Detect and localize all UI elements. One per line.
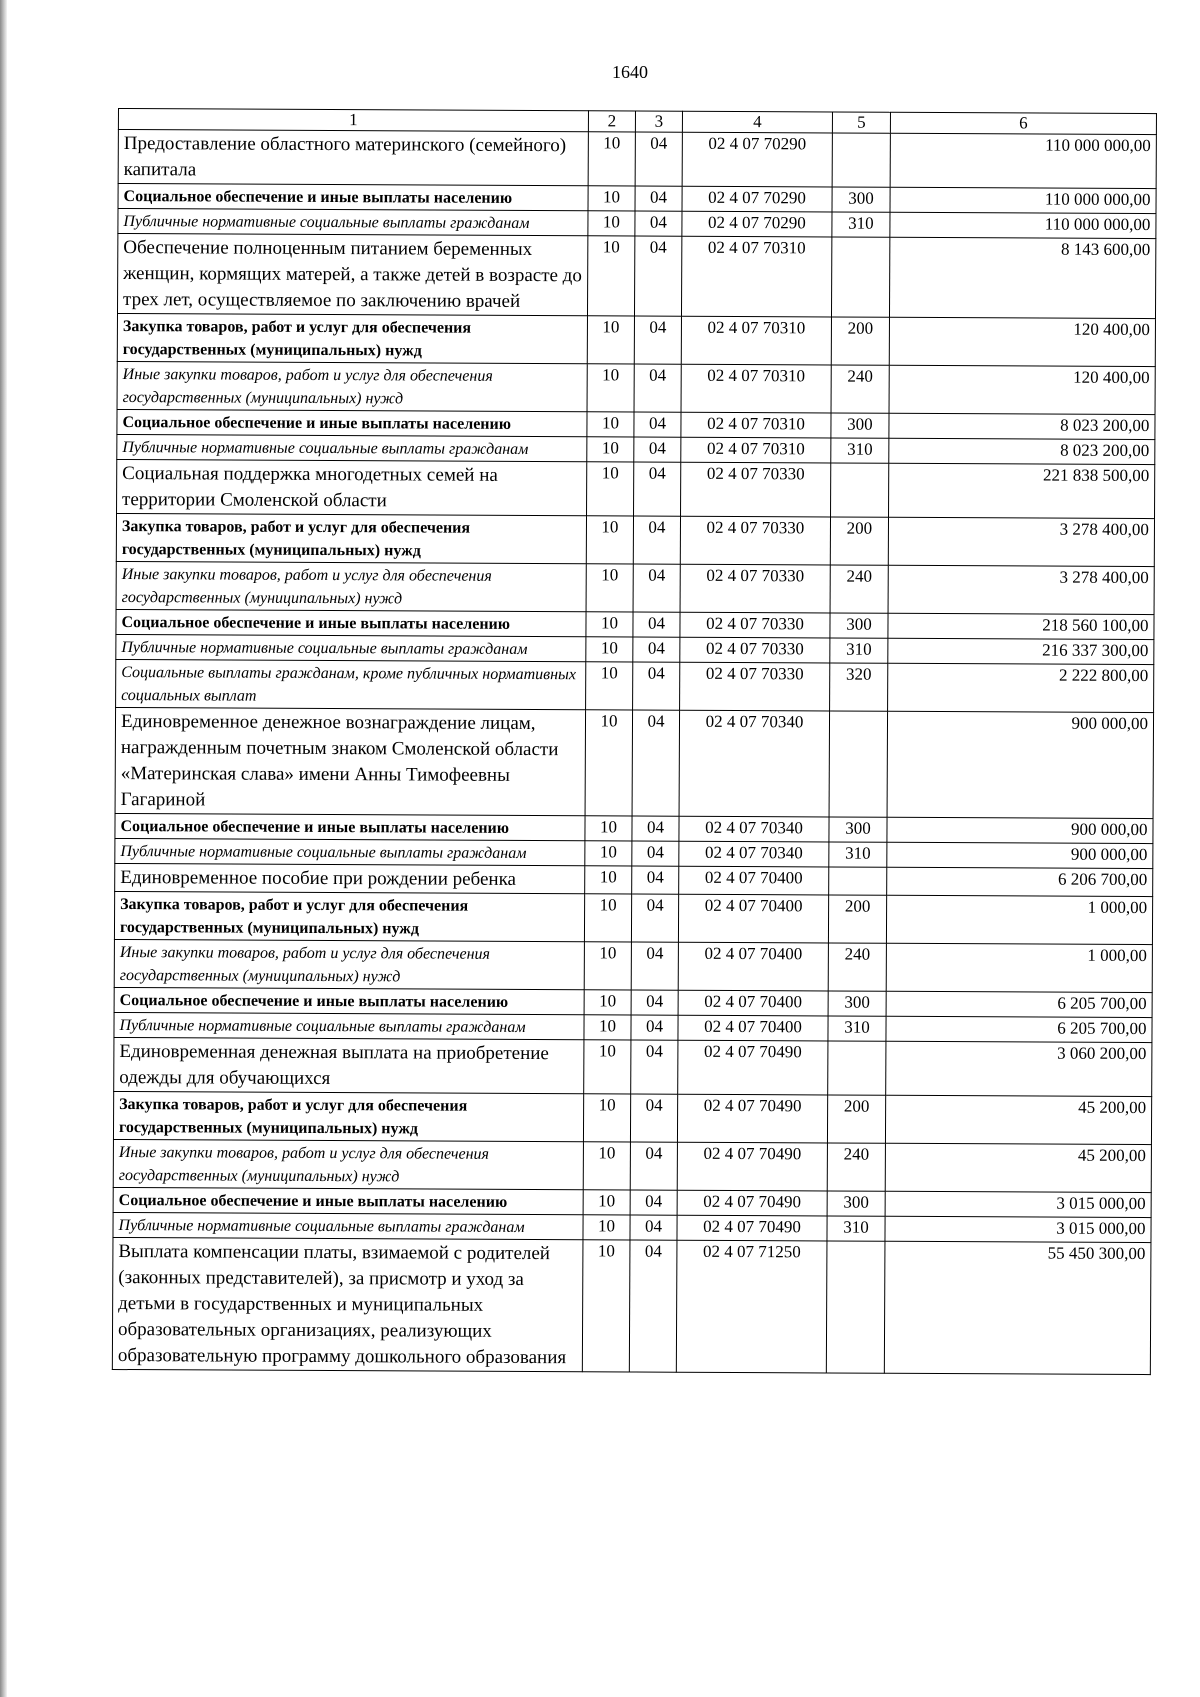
target-article-cell: 02 4 07 70330 [680,564,830,613]
expense-type-cell: 200 [830,517,888,565]
table-row [114,939,1152,992]
row-name-cell: Закупка товаров, работ и услуг для обеспечения государственных (муниципальных) нужд [113,1091,583,1141]
target-article-cell: 02 4 07 70310 [681,437,831,463]
amount-cell: 6 205 700,00 [886,1016,1152,1042]
column-header: 1 [118,109,588,132]
section-cell: 10 [587,462,634,516]
row-name-cell: Предоставление областного материнского (семейного) капитала [118,130,588,186]
section-cell: 10 [587,364,634,412]
section-cell: 10 [587,437,634,462]
target-article-cell: 02 4 07 70400 [678,942,828,991]
subsection-cell: 04 [634,316,681,364]
table-row [116,561,1154,614]
section-cell: 10 [585,710,633,816]
subsection-cell: 04 [632,710,680,816]
table-body [112,109,1156,1375]
section-cell: 10 [586,662,633,710]
section-cell: 10 [585,841,632,866]
section-cell: 10 [588,186,635,211]
section-cell: 10 [583,1215,630,1240]
subsection-cell: 04 [631,990,678,1015]
subsection-cell: 04 [635,211,682,236]
section-cell: 10 [583,1094,630,1142]
amount-cell: 218 560 100,00 [888,613,1154,639]
amount-cell: 3 060 200,00 [886,1041,1152,1096]
subsection-cell: 04 [631,942,678,990]
amount-cell: 6 205 700,00 [886,991,1152,1017]
expense-type-cell [832,133,890,187]
table-row [112,1237,1151,1374]
subsection-cell: 04 [634,412,681,437]
table-row [114,1037,1152,1096]
section-cell: 10 [586,564,633,612]
amount-cell: 55 450 300,00 [884,1241,1151,1374]
subsection-cell: 04 [633,564,680,612]
subsection-cell: 04 [633,637,680,662]
budget-table [112,108,1157,1375]
subsection-cell: 04 [630,1190,677,1215]
row-name-cell: Иные закупки товаров, работ и услуг для обеспечения государственных (муниципальных) нужд [116,561,586,611]
amount-cell: 110 000 000,00 [890,187,1156,213]
subsection-cell: 04 [631,894,678,942]
expense-type-cell: 300 [827,1191,885,1216]
row-name-cell: Социальные выплаты гражданам, кроме публичных нормативных социальных выплат [116,659,586,709]
row-name-cell: Выплата компенсации платы, взимаемой с родителей (законных представителей), за присмотр и уход за детьми в государственных и муниципальных образовательных организациях, реализующих образовательную программу дошкольного образования [112,1237,583,1371]
target-article-cell: 02 4 07 70310 [681,236,831,317]
expense-type-cell: 240 [827,1143,885,1191]
amount-cell: 900 000,00 [887,842,1153,868]
section-cell: 10 [583,1142,630,1190]
row-name-cell: Социальное обеспечение и иные выплаты населению [117,409,587,436]
amount-cell: 3 015 000,00 [885,1191,1151,1217]
expense-type-cell: 200 [828,895,886,943]
expense-type-cell: 300 [832,187,890,212]
section-cell: 10 [584,894,631,942]
section-cell: 10 [582,1240,630,1372]
amount-cell: 45 200,00 [885,1143,1151,1192]
expense-type-cell: 320 [830,663,888,711]
row-name-cell: Социальная поддержка многодетных семей на территории Смоленской области [117,459,587,515]
subsection-cell: 04 [633,612,680,637]
row-name-cell: Социальное обеспечение и иные выплаты населению [113,1187,583,1214]
target-article-cell: 02 4 07 70490 [677,1190,827,1216]
table-row [115,863,1153,896]
row-name-cell: Социальное обеспечение и иные выплаты населению [118,184,588,211]
expense-type-cell: 300 [828,991,886,1016]
target-article-cell: 02 4 07 70400 [678,1015,828,1041]
target-article-cell: 02 4 07 70290 [682,132,832,187]
target-article-cell: 02 4 07 70290 [682,211,832,237]
subsection-cell: 04 [633,662,680,710]
amount-cell: 120 400,00 [889,317,1155,366]
amount-cell: 8 143 600,00 [889,237,1155,318]
subsection-cell: 04 [630,1142,677,1190]
expense-type-cell: 300 [830,613,888,638]
target-article-cell: 02 4 07 70330 [680,612,830,638]
column-header: 5 [832,112,890,133]
target-article-cell: 02 4 07 70400 [678,990,828,1016]
scan-edge [0,0,7,1697]
amount-cell: 8 023 200,00 [889,438,1155,464]
table-row [113,1091,1151,1144]
row-name-cell: Публичные нормативные социальные выплаты гражданам [117,434,587,461]
target-article-cell: 02 4 07 70490 [678,1040,828,1095]
target-article-cell: 02 4 07 70340 [679,841,829,867]
table-row [117,361,1155,414]
table-row [116,659,1154,712]
section-cell: 10 [587,236,634,316]
subsection-cell: 04 [633,516,680,564]
target-article-cell: 02 4 07 70330 [680,516,830,565]
section-cell: 10 [587,316,634,364]
expense-type-cell [831,463,889,517]
expense-type-cell [829,711,888,817]
section-cell: 10 [585,866,632,894]
expense-type-cell: 310 [827,1216,885,1241]
row-name-cell: Публичные нормативные социальные выплаты гражданам [114,1012,584,1039]
subsection-cell: 04 [632,816,679,841]
section-cell: 10 [584,942,631,990]
target-article-cell: 02 4 07 70310 [681,316,831,365]
expense-type-cell: 310 [829,842,887,867]
expense-type-cell: 240 [828,943,886,991]
table-row [116,513,1154,566]
row-name-cell: Социальное обеспечение и иные выплаты населению [116,609,586,636]
subsection-cell: 04 [631,1015,678,1040]
row-name-cell: Единовременная денежная выплата на приобретение одежды для обучающихся [114,1037,584,1093]
row-name-cell: Закупка товаров, работ и услуг для обеспечения государственных (муниципальных) нужд [114,891,584,941]
subsection-cell: 04 [634,364,681,412]
expense-type-cell: 200 [831,317,889,365]
row-name-cell: Публичные нормативные социальные выплаты гражданам [115,838,585,865]
expense-type-cell: 240 [830,565,888,613]
row-name-cell: Закупка товаров, работ и услуг для обеспечения государственных (муниципальных) нужд [116,513,586,563]
amount-cell: 3 015 000,00 [885,1216,1151,1242]
amount-cell: 216 337 300,00 [888,638,1154,664]
table-row [118,130,1156,189]
page-number: 1640 [612,62,648,82]
amount-cell: 221 838 500,00 [889,463,1155,518]
expense-type-cell: 300 [829,817,887,842]
subsection-cell: 04 [634,437,681,462]
column-header: 2 [588,111,635,132]
table-row [115,707,1154,818]
subsection-cell: 04 [634,462,681,516]
row-name-cell: Социальное обеспечение и иные выплаты населению [114,987,584,1014]
amount-cell: 110 000 000,00 [890,133,1156,188]
row-name-cell: Иные закупки товаров, работ и услуг для обеспечения государственных (муниципальных) нужд [114,939,584,989]
expense-type-cell [831,237,889,317]
section-cell: 10 [584,990,631,1015]
expense-type-cell: 240 [831,365,889,413]
subsection-cell: 04 [629,1240,677,1372]
table-row [117,234,1155,319]
target-article-cell: 02 4 07 70400 [679,866,829,895]
subsection-cell: 04 [630,1094,677,1142]
subsection-cell: 04 [635,186,682,211]
section-cell: 10 [587,412,634,437]
amount-cell: 45 200,00 [885,1095,1151,1144]
amount-cell: 120 400,00 [889,365,1155,414]
amount-cell: 8 023 200,00 [889,413,1155,439]
expense-type-cell: 310 [832,212,890,237]
expense-type-cell [828,1041,886,1095]
amount-cell: 900 000,00 [887,817,1153,843]
section-cell: 10 [586,516,633,564]
section-cell: 10 [584,1040,631,1094]
row-name-cell: Публичные нормативные социальные выплаты гражданам [118,209,588,236]
column-header: 4 [682,111,832,133]
amount-cell: 1 000,00 [886,895,1152,944]
target-article-cell: 02 4 07 70490 [677,1094,827,1143]
subsection-cell: 04 [632,841,679,866]
target-article-cell: 02 4 07 70290 [682,186,832,212]
expense-type-cell [829,867,887,895]
target-article-cell: 02 4 07 70310 [681,364,831,413]
amount-cell: 900 000,00 [887,711,1154,818]
table-row [117,314,1155,367]
row-name-cell: Публичные нормативные социальные выплаты гражданам [116,634,586,661]
section-cell: 10 [584,1015,631,1040]
expense-type-cell: 310 [831,438,889,463]
target-article-cell: 02 4 07 70310 [681,412,831,438]
subsection-cell: 04 [635,132,682,186]
amount-cell: 2 222 800,00 [888,663,1154,712]
expense-type-cell: 310 [828,1016,886,1041]
target-article-cell: 02 4 07 70340 [679,816,829,842]
expense-type-cell: 200 [827,1095,885,1143]
expense-type-cell: 310 [830,638,888,663]
target-article-cell: 02 4 07 70330 [680,662,830,711]
target-article-cell: 02 4 07 71250 [676,1240,827,1373]
amount-cell: 3 278 400,00 [888,565,1154,614]
column-header: 6 [890,112,1156,134]
target-article-cell: 02 4 07 70490 [677,1142,827,1191]
row-name-cell: Иные закупки товаров, работ и услуг для обеспечения государственных (муниципальных) нужд [113,1139,583,1189]
table-row [117,459,1155,518]
row-name-cell: Обеспечение полноценным питанием беременных женщин, кормящих матерей, а также детей в возрасте до трех лет, осуществляемое по заключению врачей [117,234,587,316]
table-row [113,1139,1151,1192]
row-name-cell: Публичные нормативные социальные выплаты гражданам [113,1212,583,1239]
subsection-cell: 04 [630,1215,677,1240]
section-cell: 10 [588,211,635,236]
row-name-cell: Единовременное пособие при рождении ребенка [115,863,585,893]
section-cell: 10 [583,1190,630,1215]
section-cell: 10 [585,816,632,841]
amount-cell: 6 206 700,00 [887,867,1153,896]
target-article-cell: 02 4 07 70490 [677,1215,827,1241]
subsection-cell: 04 [632,866,679,894]
column-header: 3 [635,111,682,132]
table-row [114,891,1152,944]
expense-type-cell: 300 [831,413,889,438]
section-cell: 10 [588,132,635,186]
amount-cell: 110 000 000,00 [890,212,1156,238]
section-cell: 10 [586,612,633,637]
target-article-cell: 02 4 07 70400 [678,894,828,943]
target-article-cell: 02 4 07 70330 [680,637,830,663]
row-name-cell: Иные закупки товаров, работ и услуг для обеспечения государственных (муниципальных) нужд [117,361,587,411]
section-cell: 10 [586,637,633,662]
amount-cell: 3 278 400,00 [888,517,1154,566]
target-article-cell: 02 4 07 70340 [679,710,830,817]
amount-cell: 1 000,00 [886,943,1152,992]
expense-type-cell [826,1241,885,1373]
row-name-cell: Социальное обеспечение и иные выплаты населению [115,813,585,840]
row-name-cell: Единовременное денежное вознаграждение лицам, награжденным почетным знаком Смоленской области «Материнская слава» имени Анны Тимофеевны Гагариной [115,707,586,815]
target-article-cell: 02 4 07 70330 [681,462,831,517]
subsection-cell: 04 [634,236,681,316]
subsection-cell: 04 [631,1040,678,1094]
row-name-cell: Закупка товаров, работ и услуг для обеспечения государственных (муниципальных) нужд [117,314,587,364]
